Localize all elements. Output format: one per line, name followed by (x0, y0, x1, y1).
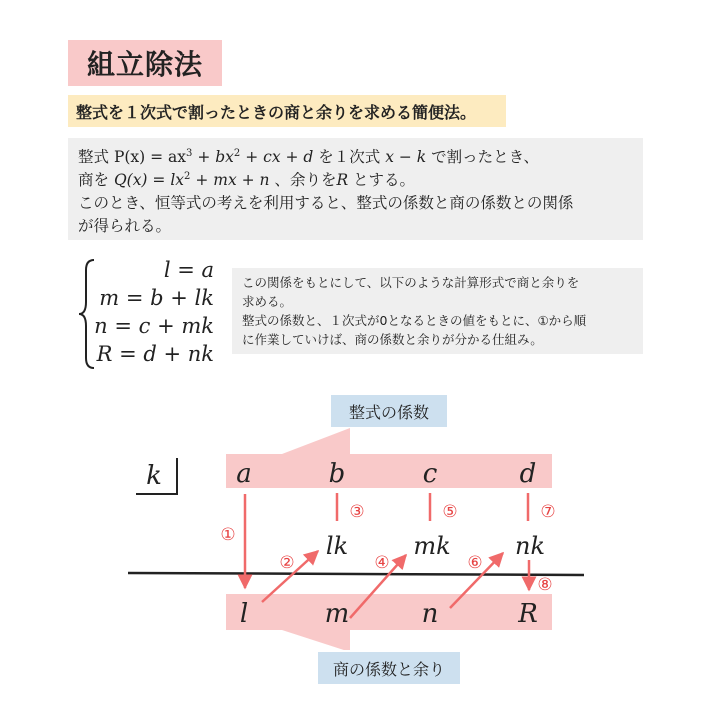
intro-text: とする。 (348, 171, 416, 189)
coefficient-b: b (328, 459, 346, 489)
result-n: n (421, 599, 439, 629)
note-line: 求める。 (242, 294, 293, 309)
math-divisor: x − k (385, 148, 427, 166)
product-nk: nk (515, 532, 545, 560)
intro-text: を１次式 (313, 148, 386, 166)
step-5-label: ⑤ (442, 502, 458, 522)
math-term: + mx + n (190, 171, 270, 189)
intro-text: 整式 (78, 148, 114, 166)
math-term: + bx (192, 148, 234, 166)
intro-text-box (68, 138, 643, 240)
coefficient-d: d (519, 459, 537, 489)
result-l: l (239, 599, 249, 629)
step-4-label: ④ (374, 553, 390, 573)
intro-text: で割ったとき、 (426, 148, 539, 166)
subtitle: 整式を１次式で割ったときの商と余りを求める簡便法。 (68, 95, 506, 127)
note-line: に作業していけば、商の係数と余りが分かる仕組み。 (242, 332, 543, 347)
result-m: m (324, 599, 350, 629)
equation-1: l = a (163, 258, 214, 282)
product-lk: lk (325, 532, 349, 560)
equation-3: n = c + mk (94, 314, 214, 338)
note-line: 整式の係数と、１次式が0となるときの値をもとに、①から順 (242, 313, 587, 328)
exponent: 3 (186, 147, 193, 159)
step-3-label: ③ (349, 502, 365, 522)
math-term: + cx + d (240, 148, 314, 166)
step-7-label: ⑦ (540, 502, 556, 522)
quotient-label: 商の係数と余り (318, 652, 460, 684)
division-line (128, 573, 584, 575)
step-6-label: ⑥ (467, 553, 483, 573)
note-box (232, 268, 643, 354)
equation-4: R = d + nk (96, 342, 214, 366)
equation-system (78, 258, 228, 370)
step-1-label: ① (220, 525, 236, 545)
page-title: 組立除法 (68, 40, 222, 86)
note-line: この関係をもとにして、以下のような計算形式で商と余りを (242, 275, 580, 290)
intro-line-2 (78, 169, 643, 192)
intro-line-4: が得られる。 (78, 217, 172, 235)
intro-line-3: このとき、恒等式の考えを利用すると、整式の係数と商の係数との関係 (78, 194, 574, 212)
step-8-label: ⑧ (537, 575, 553, 595)
exponent: 2 (184, 170, 191, 182)
coefficient-label: 整式の係数 (331, 395, 447, 427)
math-q: Q(x) = lx (113, 171, 185, 189)
equation-2: m = b + lk (99, 286, 214, 310)
intro-text: 商を (78, 171, 114, 189)
coefficient-c: c (422, 459, 438, 489)
product-mk: mk (413, 532, 451, 560)
result-r: R (518, 599, 538, 629)
step-2-label: ② (279, 553, 295, 573)
math-p: P(x) = ax (113, 148, 187, 166)
synthetic-division-diagram (0, 380, 720, 650)
divisor: k (146, 461, 162, 491)
math-r: R (336, 171, 349, 189)
coefficient-a: a (236, 459, 252, 489)
exponent: 2 (233, 147, 241, 159)
intro-line-1 (78, 146, 643, 169)
intro-text: 、余りを (269, 171, 337, 189)
result-band (226, 594, 552, 650)
coefficient-band (226, 428, 552, 488)
